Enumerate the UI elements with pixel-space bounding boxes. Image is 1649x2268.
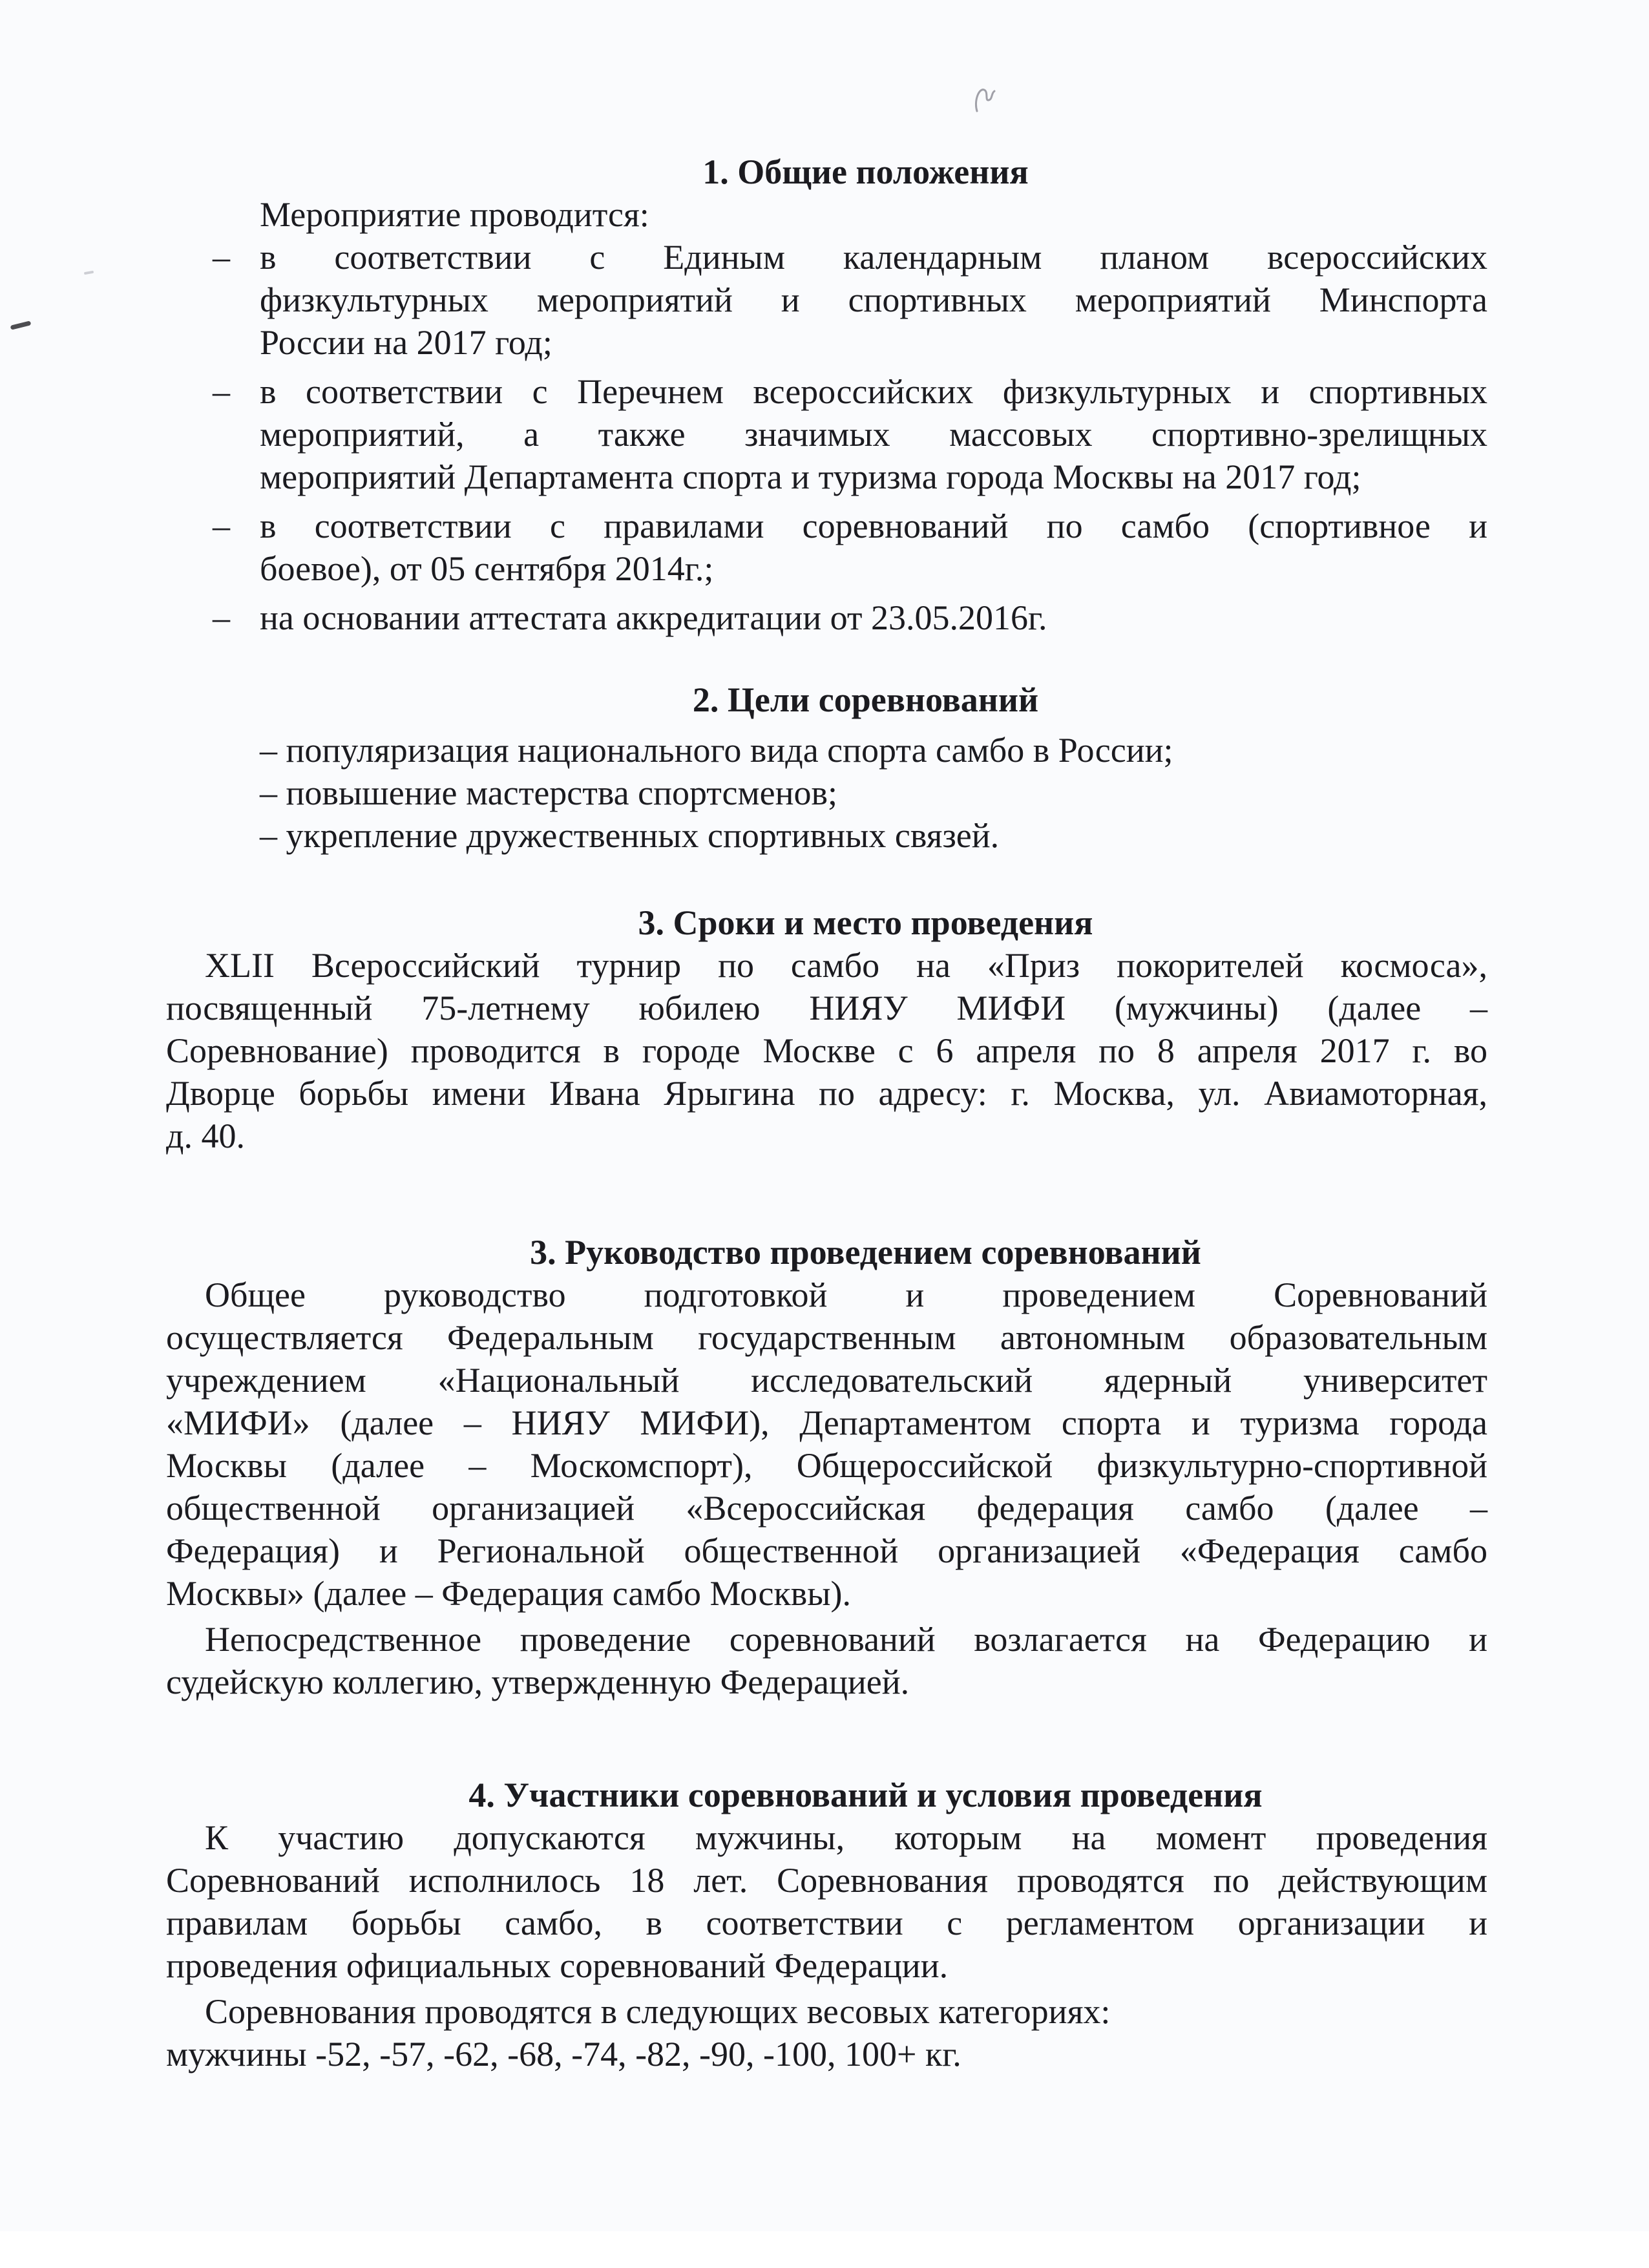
paragraph-line: судейскую коллегию, утвержденную Федерацией. [166, 1663, 910, 1701]
paragraph-line: Федерация) и Региональной общественной организацией «Федерация самбо [166, 1531, 1487, 1570]
paragraph-line: К участию допускаются мужчины, которым на момент проведения [205, 1818, 1487, 1857]
section-1-list [213, 236, 1487, 639]
paragraph-line: Дворце борьбы имени Ивана Ярыгина по адресу: г. Москва, ул. Авиамоторная, [166, 1074, 1487, 1113]
weight-categories-intro: Соревнования проводятся в следующих весовых категориях: [205, 1992, 1111, 2031]
section-3b-paragraph-1 [166, 1274, 1487, 1615]
list-item [213, 505, 1487, 590]
list-item-line: России на 2017 год; [260, 323, 552, 362]
section-4-paragraph-1 [166, 1816, 1487, 1987]
section-3b-paragraph-2 [166, 1618, 1487, 1703]
weight-categories-line: мужчины -52, -57, -62, -68, -74, -82, -90, -100, 100+ кг. [166, 2035, 961, 2074]
paragraph-line: Непосредственное проведение соревнований возлагается на Федерацию и [205, 1620, 1487, 1659]
list-item-line: в соответствии с Единым календарным планом всероссийских [260, 238, 1487, 277]
list-item-line: в соответствии с Перечнем всероссийских физкультурных и спортивных [260, 372, 1487, 411]
paragraph-line: Соревнование) проводится в городе Москве с 6 апреля по 8 апреля 2017 г. во [166, 1031, 1487, 1070]
dash-marker: – [213, 372, 230, 411]
paragraph-line: общественной организацией «Всероссийская федерация самбо (далее – [166, 1489, 1487, 1528]
paragraph-line: д. 40. [166, 1117, 245, 1155]
paragraph-line: учреждением «Национальный исследовательский ядерный университет [166, 1361, 1487, 1400]
paragraph-line: правилам борьбы самбо, в соответствии с регламентом организации и [166, 1904, 1487, 1942]
paragraph-line: проведения официальных соревнований Федерации. [166, 1946, 949, 1985]
list-item [213, 596, 1487, 639]
section-1-intro: Мероприятие проводится: [260, 195, 649, 234]
dash-marker: – [213, 507, 230, 545]
section-3b-heading: 3. Руководство проведением соревнований [530, 1233, 1201, 1272]
dash-marker: – [213, 238, 230, 277]
list-item-line: в соответствии с правилами соревнований по самбо (спортивное и [260, 507, 1487, 545]
list-item-line: мероприятий, а также значимых массовых спортивно-зрелищных [260, 415, 1487, 454]
section-4-heading: 4. Участники соревнований и условия проведения [468, 1776, 1263, 1814]
list-item-line: боевое), от 05 сентября 2014г.; [260, 549, 714, 588]
paragraph-line: «МИФИ» (далее – НИЯУ МИФИ), Департаментом спорта и туризма города [166, 1403, 1487, 1442]
list-item-line: физкультурных мероприятий и спортивных мероприятий Минспорта [260, 280, 1487, 319]
paragraph-line: Общее руководство подготовкой и проведением Соревнований [205, 1276, 1487, 1314]
section-3-paragraph [166, 944, 1487, 1157]
list-item [213, 236, 1487, 364]
list-item-line: мероприятий Департамента спорта и туризма города Москвы на 2017 год; [260, 457, 1361, 496]
list-item-line: на основании аттестата аккредитации от 23.05.2016г. [260, 598, 1047, 637]
list-item [213, 370, 1487, 498]
section-3-heading: 3. Сроки и место проведения [638, 903, 1093, 942]
section-1-heading: 1. Общие положения [702, 152, 1029, 191]
goal-item: – популяризация национального вида спорта самбо в России; [260, 731, 1173, 770]
paragraph-line: Москвы (далее – Москомспорт), Общероссийской физкультурно-спортивной [166, 1446, 1487, 1485]
section-2-heading: 2. Цели соревнований [692, 680, 1039, 719]
paragraph-line: осуществляется Федеральным государственным автономным образовательным [166, 1318, 1487, 1357]
section-2-list [260, 729, 1487, 857]
goal-item: – укрепление дружественных спортивных связей. [260, 816, 1000, 855]
paragraph-line: XLII Всероссийский турнир по самбо на «Приз покорителей космоса», [205, 946, 1487, 985]
dash-marker: – [213, 598, 230, 637]
paragraph-line: Соревнований исполнилось 18 лет. Соревнования проводятся по действующим [166, 1861, 1487, 1900]
goal-item: – повышение мастерства спортсменов; [260, 773, 838, 812]
paragraph-line: Москвы» (далее – Федерация самбо Москвы). [166, 1574, 851, 1613]
paragraph-line: посвященный 75-летнему юбилею НИЯУ МИФИ (мужчины) (далее – [166, 989, 1487, 1027]
